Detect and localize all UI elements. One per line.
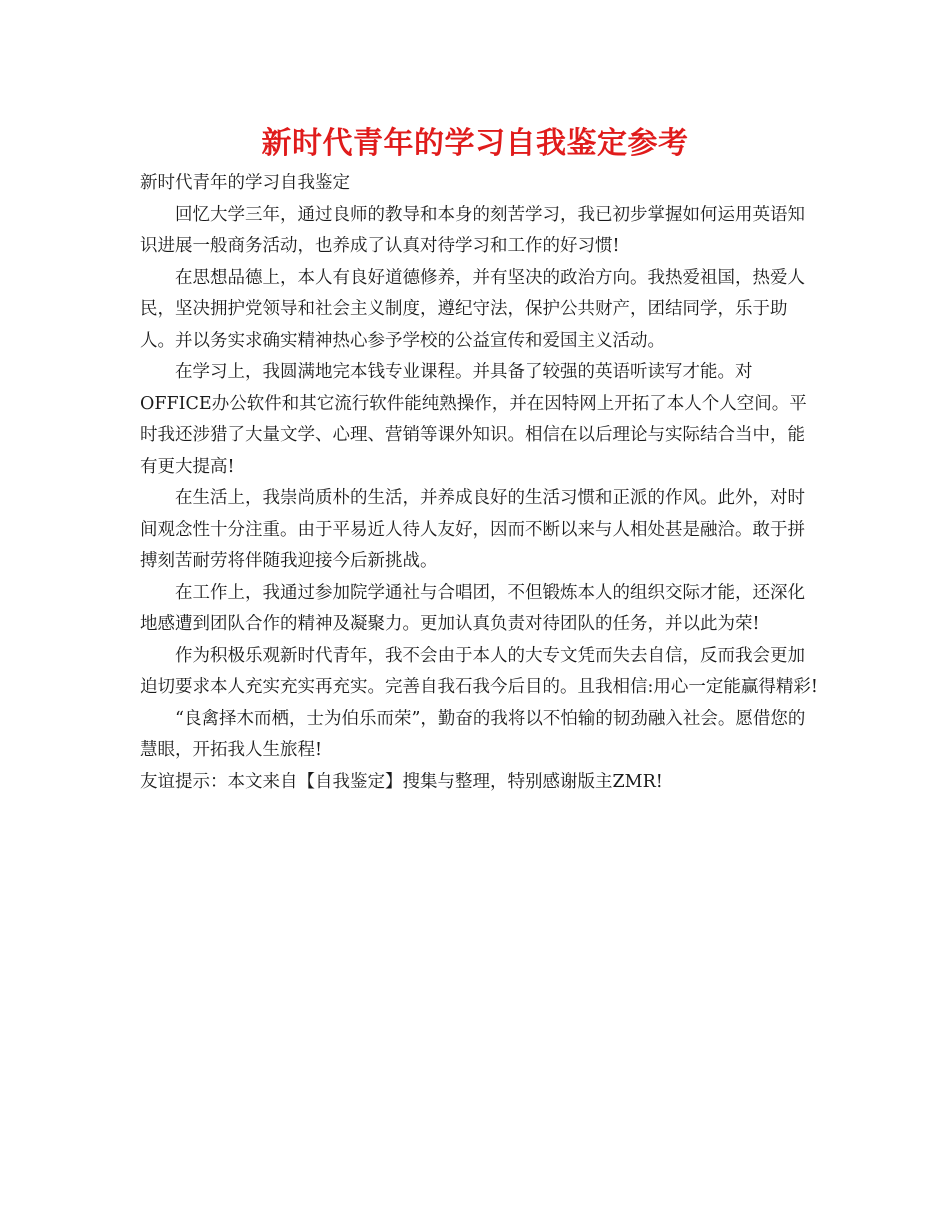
paragraph-morality: 在思想品德上，本人有良好道德修养，并有坚决的政治方向。我热爱祖国，热爱人民，坚决拥护党领导和社会主义制度，遵纪守法，保护公共财产，团结同学，乐于助人。并以务实求确实精神热心参予学校的公益宣传和爱国主义活动。 (140, 267, 805, 351)
document-body (140, 168, 820, 798)
paragraph-study: 在学习上，我圆满地完本钱专业课程。并具备了较强的英语听读写才能。对OFFICE办公软件和其它流行软件能纯熟操作，并在因特网上开拓了本人个人空间。平时我还涉猎了大量文学、心理、营销等课外知识。相信在以后理论与实际结合当中，能有更大提高! (140, 362, 807, 477)
paragraph-confidence: 作为积极乐观新时代青年，我不会由于本人的大专文凭而失去自信，反而我会更加迫切要求本人充实充实再充实。完善自我石我今后目的。且我相信:用心一定能赢得精彩! (140, 645, 818, 697)
document-subtitle: 新时代青年的学习自我鉴定 (140, 173, 350, 193)
footer-note: 友谊提示：本文来自【自我鉴定】搜集与整理，特别感谢版主ZMR! (140, 771, 663, 792)
paragraph-life: 在生活上，我崇尚质朴的生活，并养成良好的生活习惯和正派的作风。此外，对时间观念性十分注重。由于平易近人待人友好，因而不断以来与人相处甚是融洽。敢于拼搏刻苦耐劳将伴随我迎接今后新挑战。 (140, 488, 805, 571)
paragraph-review: 回忆大学三年，通过良师的教导和本身的刻苦学习，我已初步掌握如何运用英语知识进展一般商务活动，也养成了认真对待学习和工作的好习惯! (140, 204, 805, 256)
paragraph-closing: “良禽择木而栖，士为伯乐而荣”，勤奋的我将以不怕输的韧劲融入社会。愿借您的慧眼，开拓我人生旅程! (140, 708, 806, 760)
document-title: 新时代青年的学习自我鉴定参考 (261, 126, 689, 161)
paragraph-work: 在工作上，我通过参加院学通社与合唱团，不但锻炼本人的组织交际才能，还深化地感遭到团队合作的精神及凝聚力。更加认真负责对待团队的任务，并以此为荣! (140, 582, 805, 634)
